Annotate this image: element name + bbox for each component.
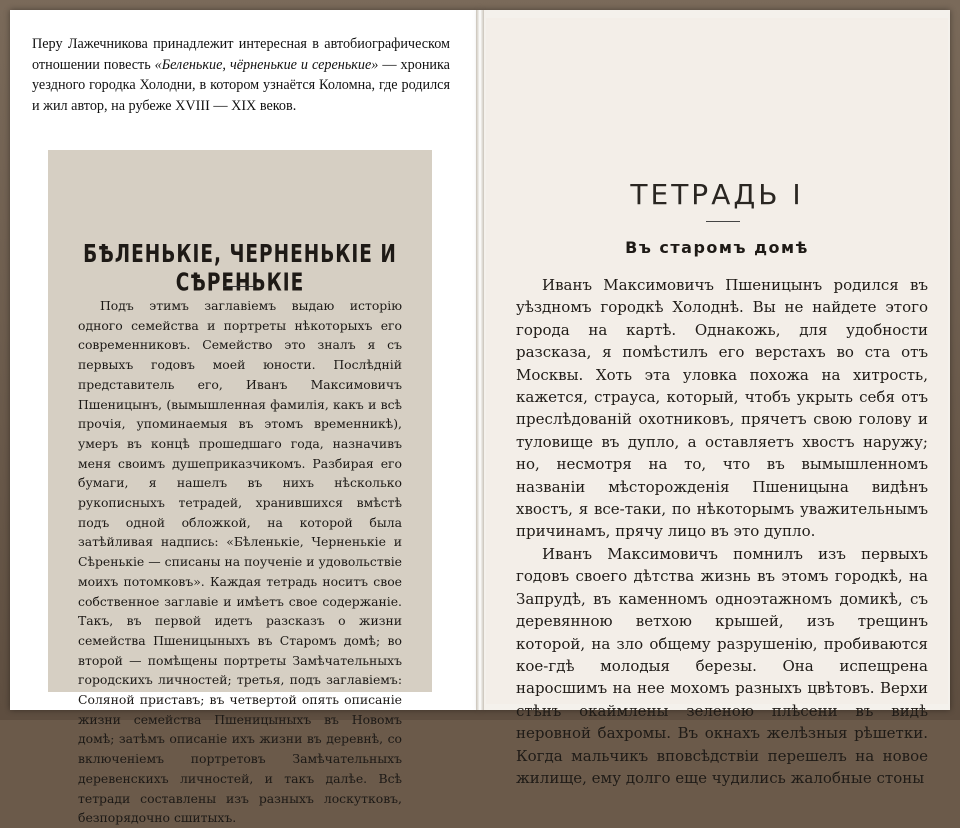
- scan-paragraph: Подъ этимъ заглавіемъ выдаю исторію одного семейства и портреты нѣкоторыхъ его современниковъ. Семейство это зналъ я съ первыхъ годовъ моей юности. Послѣдній представитель его, Иванъ Максимовичъ Пшеницынъ, (вымышленная фамилія, какъ и всѣ прочія, упоминаемыя въ этомъ временникѣ), умеръ въ концѣ прошедшаго года, назначивъ меня своимъ душеприказчикомъ. Разбирая его бумаги, я нашелъ въ нихъ нѣсколько рукописныхъ тетрадей, хранившихся вмѣстѣ подъ одной обложкой, на которой была затѣйливая надпись: «Бѣленькіе, Черненькіе и Сѣренькіе — списаны на поученіе и удовольствіе моихъ потомковъ». Каждая тетрадь носитъ свое собственное заглавіе и имѣетъ свое содержаніе. Такъ, въ первой идетъ разсказъ о жизни семейства Пшеницыныхъ въ Старомъ домѣ; во второй — помѣщены портреты Замѣчательныхъ городскихъ личностей; третья, подъ заглавіемъ: Соляной приставъ; въ четвертой опять описаніе жизни семейства Пшеницыныхъ въ Новомъ домѣ; затѣмъ описаніе ихъ жизни въ деревнѣ, со включеніемъ портретовъ Замѣчательныхъ деревенскихъ личностей, и такъ далѣе. Всѣ тетради составлены изъ разныхъ лоскутковъ, безпорядочно сшитыхъ.: [78, 298, 402, 826]
- intro-text-part-2: — хроника уездного городка Холодни, в котором узнаётся Коломна, где родился и жил автор, на рубеже XVIII — XIX веков.: [32, 56, 450, 114]
- book-spine: [476, 10, 484, 710]
- right-scanned-page: [486, 18, 948, 787]
- scan-body: [78, 296, 402, 828]
- left-scanned-page: [48, 150, 432, 826]
- chapter-subheader: Въ старомъ домѣ: [625, 238, 809, 257]
- chapter-paragraph: Иванъ Максимовичъ Пшеницынъ родился въ уѣздномъ городкѣ Холоднѣ. Вы не найдете этого города на картѣ. Однакожь, для удобности разсказа, я помѣстилъ его верстахъ во ста отъ Москвы. Хоть эта уловка похожа на хитрость, кажется, страуса, который, чтобъ укрыть себя отъ преслѣдованій охотниковъ, прячетъ свою голову и туловище въ дупло, а оставляетъ хвостъ наружу; но, несмотря на то, что въ вымышленномъ названіи мѣсторожденія Пшеницына видѣнъ хвостъ, я все-таки, по нѣкоторымъ уважительнымъ причинамъ, прячу лицо въ это дупло.: [516, 276, 928, 541]
- chapter-header: ТЕТРАДЬ I: [630, 178, 804, 211]
- ornament-divider: [224, 286, 254, 292]
- intro-text: [32, 34, 450, 116]
- scan-title: БѢЛЕНЬКІЕ, ЧЕРНЕНЬКІЕ И СѢРЕНЬКІЕ: [83, 240, 397, 298]
- intro-book-title: «Беленькие, чёрненькие и серенькие»: [154, 56, 379, 73]
- intro-text-part-1: Перу Лажечникова принадлежит интересная в автобиографическом отношении повесть: [32, 36, 450, 73]
- chapter-paragraph: Иванъ Максимовичъ помнилъ изъ первыхъ годовъ своего дѣтства жизнь въ этомъ городкѣ, на Запрудѣ, въ каменномъ одноэтажномъ домикѣ, съ деревянною ветхою крышей, изъ трещинъ которой, на зло общему разрушенію, пробиваются кое-гдѣ молодыя березы. Она испещрена наросшимъ на нее мохомъ разныхъ цвѣтовъ. Верхи стѣнъ окаймлены зеленою плѣсени въ видѣ неровной бахромы. Въ окнахъ желѣзныя рѣшетки. Когда мальчикъ вповсѣдствіи перешелъ на новое жилище, ему долго еще чудились жалобные стоны: [516, 544, 928, 787]
- chapter-body: [516, 274, 928, 789]
- ornament-divider: [706, 221, 740, 227]
